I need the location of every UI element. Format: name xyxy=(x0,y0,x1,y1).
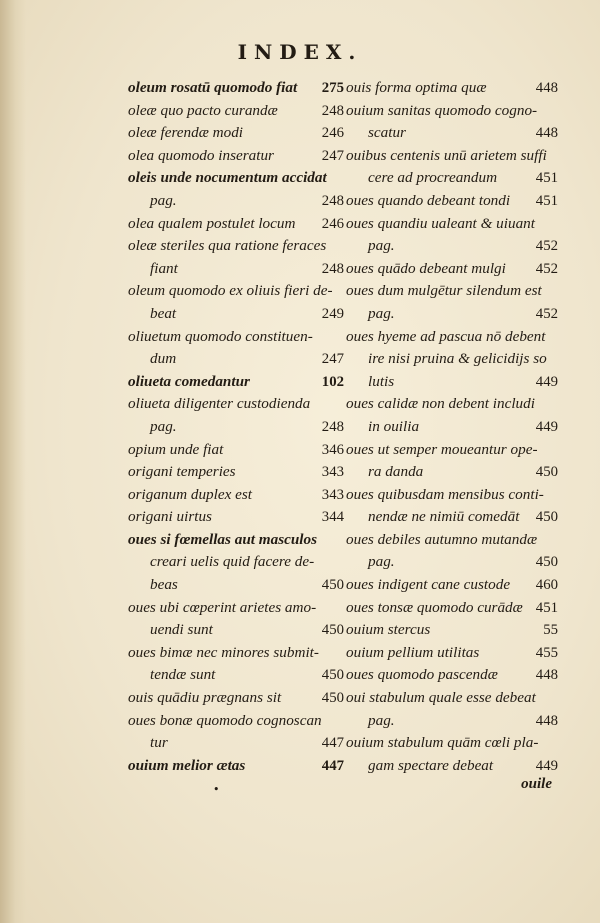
index-column-left xyxy=(128,77,344,777)
page-number: 248 xyxy=(321,192,344,209)
entry-text: oleis unde nocumentum accidat xyxy=(128,169,327,187)
page-number: 449 xyxy=(535,373,558,390)
entry-text: oues quando debeant tondi xyxy=(346,191,511,209)
index-entry xyxy=(128,145,344,168)
entry-text: oues dum mulgētur silendum est xyxy=(346,282,542,300)
index-entry xyxy=(346,461,558,484)
page-number: 447 xyxy=(321,757,344,774)
entry-text: origani uirtus xyxy=(128,508,212,526)
index-entry xyxy=(128,619,344,642)
page-number: 451 xyxy=(535,599,558,616)
entry-text: ouibus centenis unū arietem suffi xyxy=(346,146,547,164)
page-number: 102 xyxy=(321,373,344,390)
page-number: 455 xyxy=(535,644,558,661)
entry-text: ouis quādiu prægnans sit xyxy=(128,689,282,707)
entry-text: tur xyxy=(150,734,168,752)
index-entry xyxy=(346,619,558,642)
page-number: 248 xyxy=(321,102,344,119)
index-entry xyxy=(346,122,558,145)
page-number: 246 xyxy=(321,215,344,232)
entry-text: cere ad procreandum xyxy=(368,169,498,187)
index-entry xyxy=(346,280,558,303)
index-entry xyxy=(346,642,558,665)
entry-text: oues indigent cane custode xyxy=(346,576,511,594)
page-number: 450 xyxy=(321,577,344,594)
index-entry xyxy=(128,416,344,439)
index-entry xyxy=(346,529,558,552)
page-number: 247 xyxy=(321,147,344,164)
entry-text: fiant xyxy=(150,259,178,277)
index-entry xyxy=(346,506,558,529)
index-entry xyxy=(346,574,558,597)
entry-text: pag. xyxy=(368,304,395,322)
index-entry xyxy=(346,597,558,620)
entry-text: oues si fœmellas aut masculos xyxy=(128,530,318,548)
index-entry xyxy=(346,167,558,190)
page-number: 55 xyxy=(543,622,558,639)
entry-text: oues tonsæ quomodo curādæ xyxy=(346,598,523,616)
entry-text: oues quomodo pascendæ xyxy=(346,666,498,684)
entry-text: scatur xyxy=(368,124,406,142)
page-number: 246 xyxy=(321,125,344,142)
index-entry xyxy=(346,235,558,258)
index-entry xyxy=(128,710,344,733)
index-entry xyxy=(346,439,558,462)
page-number: 450 xyxy=(535,509,558,526)
index-entry xyxy=(128,642,344,665)
page-number: 460 xyxy=(535,577,558,594)
entry-text: oues quandiu ualeant & uiuant xyxy=(346,214,535,232)
page-number: 343 xyxy=(321,464,344,481)
entry-text: oues ubi cœperint arietes amo- xyxy=(128,598,317,616)
index-entry xyxy=(346,687,558,710)
entry-text: ouium stercus xyxy=(346,621,431,639)
index-entry xyxy=(346,371,558,394)
index-entry xyxy=(128,574,344,597)
entry-text: ouium sanitas quomodo cogno- xyxy=(346,101,538,119)
index-entry xyxy=(128,551,344,574)
index-entry xyxy=(128,213,344,236)
index-entry xyxy=(128,597,344,620)
entry-text: olea quomodo inseratur xyxy=(128,146,274,164)
index-entry xyxy=(346,416,558,439)
index-entry xyxy=(128,755,344,778)
index-entry xyxy=(346,77,558,100)
index-entry xyxy=(128,77,344,100)
entry-text: oleæ quo pacto curandæ xyxy=(128,101,278,119)
index-entry xyxy=(128,235,344,258)
entry-text: creari uelis quid facere de- xyxy=(150,553,315,571)
index-entry xyxy=(128,371,344,394)
page-number: 448 xyxy=(535,712,558,729)
index-entry xyxy=(128,303,344,326)
index-entry xyxy=(128,190,344,213)
entry-text: lutis xyxy=(368,372,395,390)
page-number: 450 xyxy=(535,554,558,571)
index-entry xyxy=(128,506,344,529)
page-number: 451 xyxy=(535,170,558,187)
page-number: 448 xyxy=(535,125,558,142)
page-number: 452 xyxy=(535,305,558,322)
entry-text: uendi sunt xyxy=(150,621,213,639)
index-entry xyxy=(346,732,558,755)
entry-text: oues bonæ quomodo cognoscan xyxy=(128,711,322,729)
page-number: 447 xyxy=(321,735,344,752)
index-column-right xyxy=(346,77,558,777)
entry-text: olea qualem postulet locum xyxy=(128,214,296,232)
entry-text: origanum duplex est xyxy=(128,485,253,503)
entry-text: pag. xyxy=(368,711,395,729)
entry-text: pag. xyxy=(150,191,177,209)
page-number: 346 xyxy=(321,441,344,458)
page-number: 452 xyxy=(535,260,558,277)
entry-text: ouium stabulum quām cœli pla- xyxy=(346,734,539,752)
page-number: 275 xyxy=(321,80,344,96)
index-entry xyxy=(346,348,558,371)
index-entry xyxy=(128,393,344,416)
page-title: INDEX. xyxy=(237,40,363,64)
index-entry xyxy=(128,348,344,371)
index-entry xyxy=(128,258,344,281)
entry-text: ire nisi pruina & gelicidijs so xyxy=(368,350,547,368)
index-entry xyxy=(346,710,558,733)
page-number: 448 xyxy=(535,667,558,684)
catchword: ouile xyxy=(521,776,552,792)
entry-text: oues calidæ non debent includi xyxy=(346,395,535,413)
index-entry xyxy=(128,529,344,552)
index-entry xyxy=(128,167,344,190)
entry-text: oues bimæ nec minores submit- xyxy=(128,643,319,661)
index-entry xyxy=(346,145,558,168)
entry-text: beat xyxy=(150,304,177,322)
entry-text: pag. xyxy=(150,417,177,435)
page-number: 248 xyxy=(321,260,344,277)
page-number: 450 xyxy=(321,690,344,707)
entry-text: oues quibusdam mensibus conti- xyxy=(346,485,544,503)
index-entry xyxy=(346,258,558,281)
index-entry xyxy=(346,213,558,236)
index-entry xyxy=(128,100,344,123)
entry-text: in ouilia xyxy=(368,417,420,435)
index-entry xyxy=(128,326,344,349)
footer-mark: • xyxy=(213,783,220,796)
index-entry xyxy=(128,732,344,755)
page-number: 448 xyxy=(535,80,558,96)
page-number: 450 xyxy=(535,464,558,481)
entry-text: pag. xyxy=(368,553,395,571)
index-entry xyxy=(128,461,344,484)
entry-text: ouis forma optima quæ xyxy=(346,79,487,96)
entry-text: beas xyxy=(150,576,178,594)
entry-text: oleæ steriles qua ratione feraces xyxy=(128,237,327,255)
entry-text: oleum quomodo ex oliuis fieri de- xyxy=(128,282,333,300)
index-entry xyxy=(346,393,558,416)
entry-text: opium unde fiat xyxy=(128,440,224,458)
page-number: 449 xyxy=(535,757,558,774)
entry-text: oleum rosatū quomodo fiat xyxy=(128,79,298,96)
index-entry xyxy=(346,484,558,507)
entry-text: origani temperies xyxy=(128,463,236,481)
index-entry xyxy=(346,100,558,123)
entry-text: nendæ ne nimiū comedāt xyxy=(368,508,520,526)
entry-text: oui stabulum quale esse debeat xyxy=(346,689,536,707)
index-entry xyxy=(128,280,344,303)
page-number: 344 xyxy=(321,509,344,526)
entry-text: oues debiles autumno mutandæ xyxy=(346,530,538,548)
page-number: 248 xyxy=(321,418,344,435)
entry-text: oliueta diligenter custodienda xyxy=(128,395,311,413)
index-entry xyxy=(346,664,558,687)
entry-text: oues quādo debeant mulgi xyxy=(346,259,506,277)
index-entry xyxy=(128,439,344,462)
entry-text: oliueta comedantur xyxy=(128,372,250,390)
index-entry xyxy=(128,664,344,687)
page-number: 249 xyxy=(321,305,344,322)
entry-text: ra danda xyxy=(368,463,424,481)
entry-text: ouium melior ætas xyxy=(128,756,246,774)
index-entry xyxy=(346,303,558,326)
entry-text: ouium pellium utilitas xyxy=(346,643,480,661)
entry-text: oliuetum quomodo constituen- xyxy=(128,327,313,345)
page-gutter-shadow xyxy=(0,0,26,923)
entry-text: pag. xyxy=(368,237,395,255)
entry-text: oleæ ferendæ modi xyxy=(128,124,244,142)
page-number: 450 xyxy=(321,667,344,684)
entry-text: dum xyxy=(150,350,177,368)
index-entry xyxy=(346,551,558,574)
entry-text: oues ut semper moueantur ope- xyxy=(346,440,538,458)
index-entry xyxy=(128,122,344,145)
page-number: 247 xyxy=(321,351,344,368)
index-entry xyxy=(346,326,558,349)
entry-text: gam spectare debeat xyxy=(368,756,494,774)
index-entry xyxy=(346,190,558,213)
page-number: 452 xyxy=(535,238,558,255)
page-number: 449 xyxy=(535,418,558,435)
index-entry xyxy=(346,755,558,778)
index-entry xyxy=(128,484,344,507)
page-number: 450 xyxy=(321,622,344,639)
entry-text: oues hyeme ad pascua nō debent xyxy=(346,327,546,345)
page-number: 451 xyxy=(535,192,558,209)
entry-text: tendæ sunt xyxy=(150,666,216,684)
page-number: 343 xyxy=(321,486,344,503)
index-entry xyxy=(128,687,344,710)
